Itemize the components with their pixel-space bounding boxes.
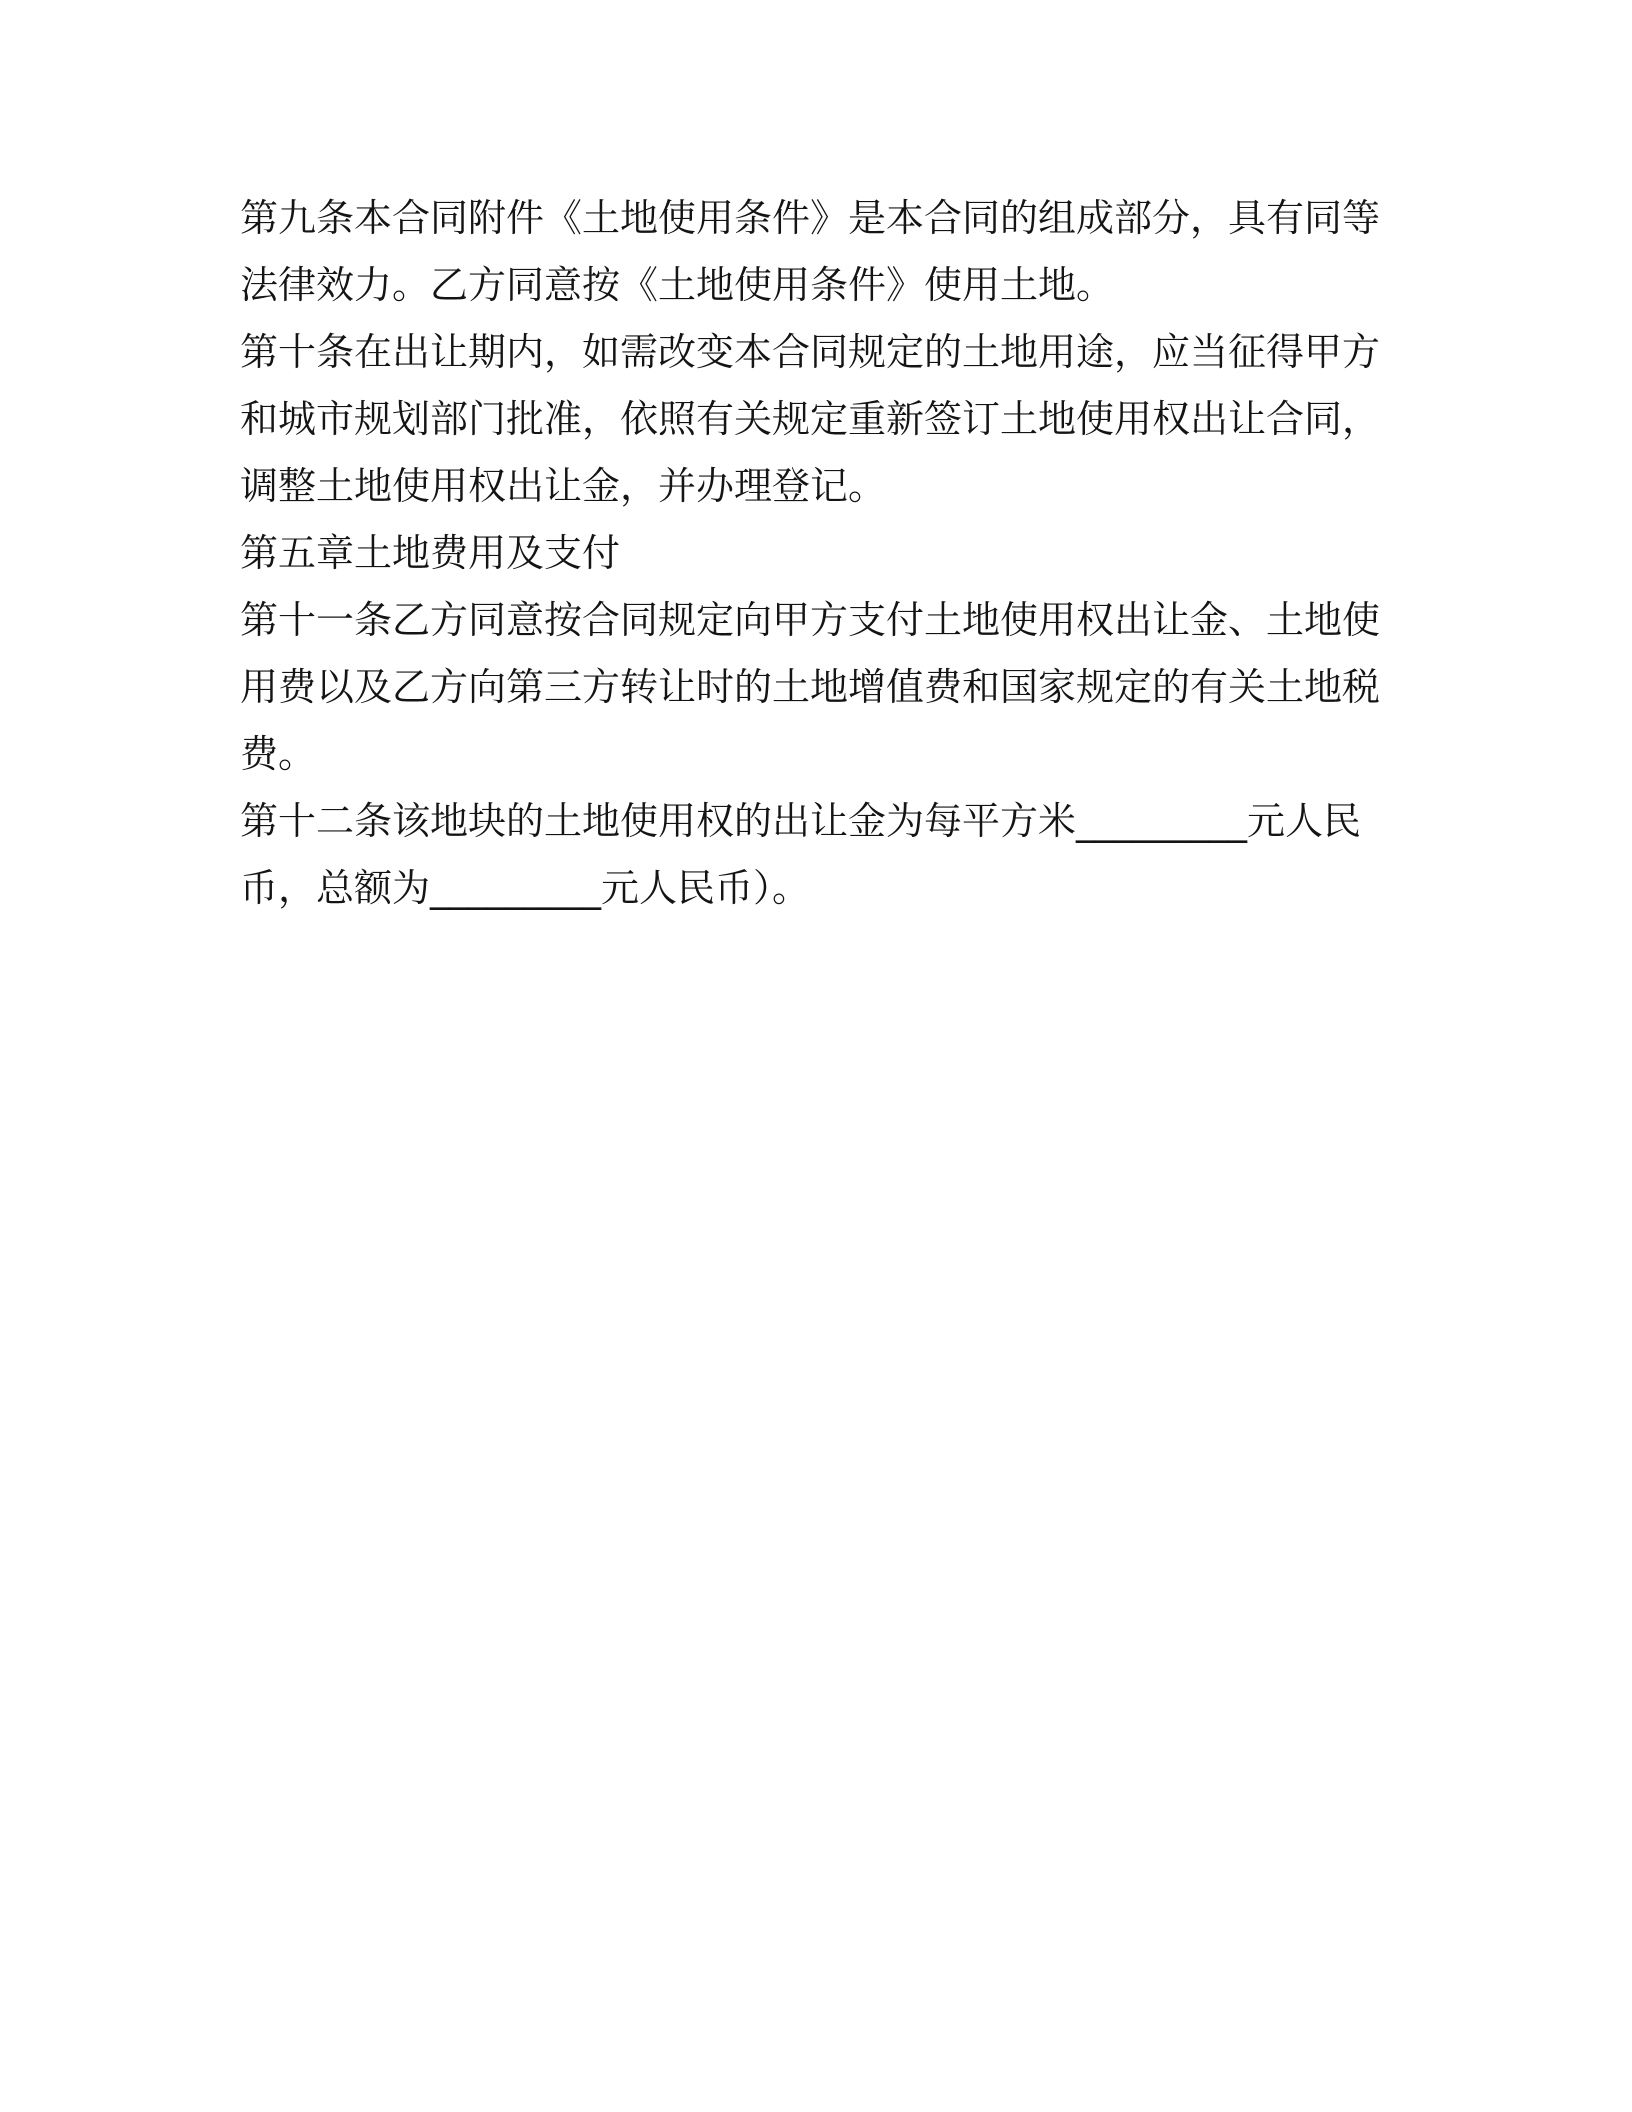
article-9-paragraph (240, 185, 1381, 319)
text-line: 费。 (240, 732, 317, 776)
text-line: 第十条在出让期内，如需改变本合同规定的土地用途，应当征得甲方 (240, 330, 1381, 374)
text-line: 用费以及乙方向第三方转让时的土地增值费和国家规定的有关土地税 (240, 665, 1381, 709)
chapter-title: 第五章土地费用及支付 (240, 531, 621, 575)
text-line: 第十一条乙方同意按合同规定向甲方支付土地使用权出让金、土地使 (240, 598, 1381, 642)
text-line: 币，总额为_________元人民币）。 (240, 866, 811, 910)
article-10-paragraph (240, 319, 1381, 520)
document-body (240, 185, 1381, 922)
text-line: 和城市规划部门批准，依照有关规定重新签订土地使用权出让合同， (240, 397, 1381, 441)
chapter-5-heading (240, 520, 1370, 587)
text-line: 调整土地使用权出让金，并办理登记。 (240, 464, 887, 508)
text-line: 第十二条该地块的土地使用权的出让金为每平方米_________元人民 (240, 799, 1362, 843)
text-line: 第九条本合同附件《土地使用条件》是本合同的组成部分，具有同等 (240, 196, 1381, 240)
article-11-paragraph (240, 587, 1381, 788)
article-12-paragraph (240, 788, 1370, 922)
text-line: 法律效力。乙方同意按《土地使用条件》使用土地。 (240, 263, 1115, 307)
